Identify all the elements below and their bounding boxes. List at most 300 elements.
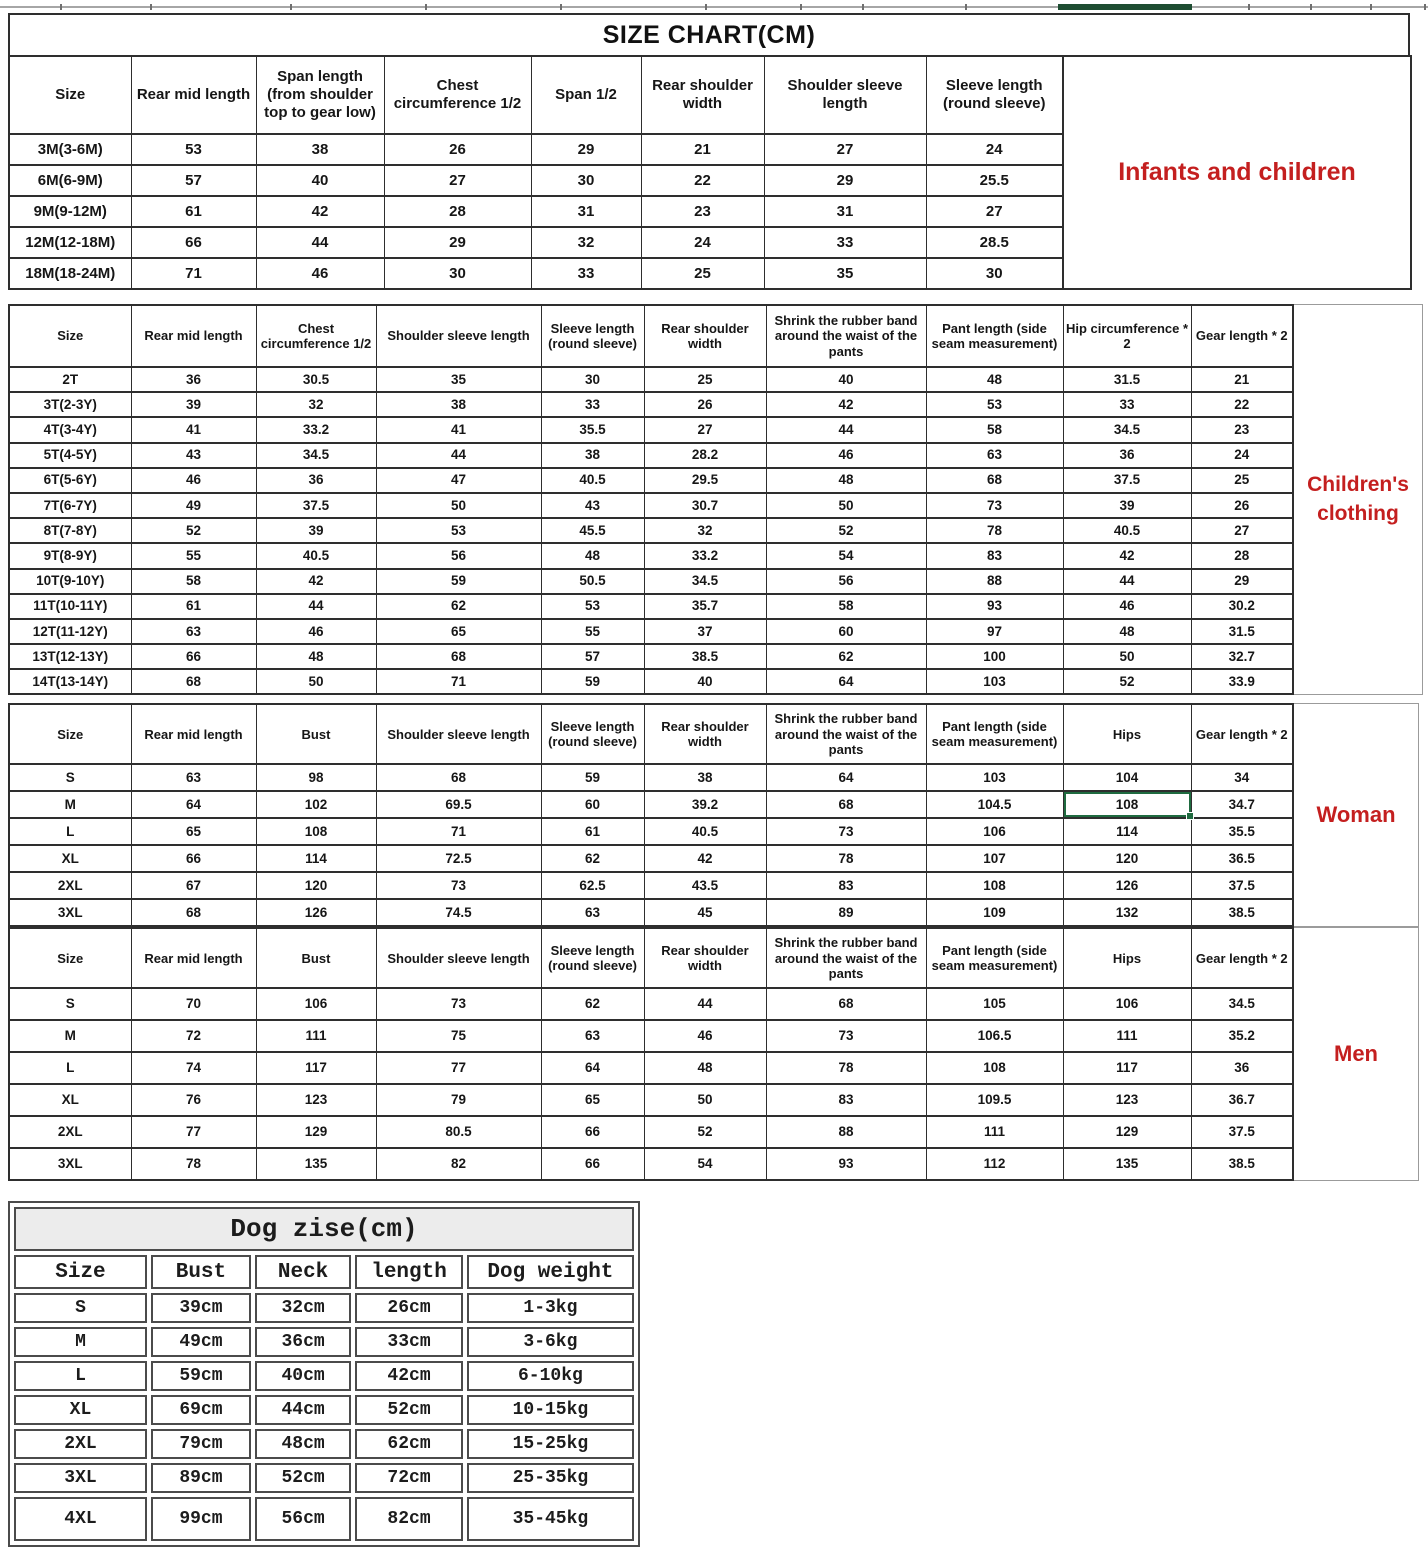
table-cell: S [9,764,131,791]
header-cell: Bust [256,704,376,764]
infants-label: Infants and children [1064,55,1412,290]
table-row [9,1052,1293,1084]
table-cell: 63 [541,899,644,926]
table-cell: 7T(6-7Y) [9,493,131,518]
table-cell: 42cm [355,1361,463,1391]
column-tick [705,4,707,10]
table-cell: 32 [644,518,766,543]
table-cell: 49 [131,493,256,518]
table-cell: 62 [541,988,644,1020]
table-cell: 82 [376,1148,541,1180]
table-cell: 106 [926,818,1063,845]
table-cell: 2XL [9,872,131,899]
table-row [9,134,1063,165]
table-cell: 52 [644,1116,766,1148]
table-cell: 18M(18-24M) [9,258,131,289]
table-cell: 29 [531,134,641,165]
table-cell: 35 [764,258,926,289]
table-cell: 76 [131,1084,256,1116]
table-cell: 6-10kg [467,1361,634,1391]
table-cell: 64 [131,791,256,818]
table-cell: 60 [766,619,926,644]
table-cell: 13T(12-13Y) [9,644,131,669]
table-cell: 48cm [255,1429,351,1459]
table-cell: 24 [641,227,764,258]
header-cell: Dog weight [467,1255,634,1289]
dog-table-title: Dog zise(cm) [14,1207,634,1251]
table-cell: 83 [926,543,1063,568]
table-row [9,165,1063,196]
table-cell: 62.5 [541,872,644,899]
table-cell: 46 [1063,594,1191,619]
table-cell: 65 [541,1084,644,1116]
table-row [14,1327,634,1357]
table-cell: 48 [541,543,644,568]
table-cell: 38 [541,443,644,468]
table-cell: 38.5 [644,644,766,669]
table-row [9,669,1293,694]
table-cell: 68 [926,468,1063,493]
table-cell: 40 [644,669,766,694]
table-cell: 65 [376,619,541,644]
table-cell: 108 [256,818,376,845]
table-cell: 44 [1063,569,1191,594]
column-tick [965,4,967,10]
table-cell: 40cm [255,1361,351,1391]
table-cell: 129 [256,1116,376,1148]
table-cell: 44 [376,443,541,468]
table-cell: 106 [1063,988,1191,1020]
table-cell: 62 [376,594,541,619]
table-cell: 56 [766,569,926,594]
table-cell: 126 [1063,872,1191,899]
table-cell: 79cm [151,1429,251,1459]
table-cell: 73 [926,493,1063,518]
column-tick [1370,4,1372,10]
table-row [9,791,1293,818]
table-row [9,493,1293,518]
table-cell: 62cm [355,1429,463,1459]
table-row [9,1148,1293,1180]
table-cell: 66 [541,1116,644,1148]
table-cell: 48 [926,367,1063,392]
table-cell: 88 [926,569,1063,594]
table-cell: 42 [644,845,766,872]
header-cell: Size [14,1255,147,1289]
table-cell: 24 [926,134,1063,165]
table-cell: 44 [644,988,766,1020]
table-cell: 68 [376,644,541,669]
table-cell: 58 [131,569,256,594]
table-cell: 32 [531,227,641,258]
header-cell: Rear shoulder width [644,928,766,988]
table-cell: 30 [541,367,644,392]
table-cell: 36 [1063,443,1191,468]
table-cell: 32cm [255,1293,351,1323]
header-cell: Rear shoulder width [641,56,764,134]
table-cell: 50 [766,493,926,518]
table-row [14,1293,634,1323]
table-cell: 40.5 [541,468,644,493]
header-cell: Rear shoulder width [644,704,766,764]
table-cell: 37.5 [256,493,376,518]
header-cell: Size [9,56,131,134]
table-cell: 27 [926,196,1063,227]
table-cell: 48 [766,468,926,493]
table-cell: 52cm [255,1463,351,1493]
table-cell: 55 [541,619,644,644]
table-cell: 42 [256,569,376,594]
table-cell: XL [9,1084,131,1116]
page-title: SIZE CHART(CM) [8,13,1410,55]
table-cell: 42 [1063,543,1191,568]
table-cell: 50.5 [541,569,644,594]
table-cell: 40 [256,165,384,196]
table-cell: 12M(12-18M) [9,227,131,258]
table-cell: 42 [256,196,384,227]
table-cell: 33.9 [1191,669,1293,694]
header-cell: Rear mid length [131,305,256,367]
table-cell: 48 [256,644,376,669]
table-row [9,1020,1293,1052]
table-cell: 93 [766,1148,926,1180]
table-cell: 53 [541,594,644,619]
table-cell: 66 [541,1148,644,1180]
table-cell: 33cm [355,1327,463,1357]
header-row [9,928,1293,988]
table-cell: 37.5 [1063,468,1191,493]
table-cell: 3T(2-3Y) [9,392,131,417]
table-cell: 59 [541,764,644,791]
table-cell: 78 [131,1148,256,1180]
table-cell: 15-25kg [467,1429,634,1459]
table-cell: 27 [1191,518,1293,543]
table-cell: 38 [256,134,384,165]
table-cell: 62 [766,644,926,669]
table-cell: 112 [926,1148,1063,1180]
table-cell: 77 [376,1052,541,1084]
table-cell: 107 [926,845,1063,872]
table-cell: 22 [641,165,764,196]
table-cell: 68 [766,988,926,1020]
table-cell: 30.5 [256,367,376,392]
table-cell: 36.7 [1191,1084,1293,1116]
header-cell: Shoulder sleeve length [376,928,541,988]
table-cell: 30.7 [644,493,766,518]
infants-table [8,55,1064,290]
header-cell: Pant length (side seam measurement) [926,704,1063,764]
header-cell: Shrink the rubber band around the waist of the pants [766,704,926,764]
header-cell: Pant length (side seam measurement) [926,305,1063,367]
column-tick [800,4,802,10]
table-cell: 63 [131,764,256,791]
table-cell: 72.5 [376,845,541,872]
header-cell: Bust [151,1255,251,1289]
table-title-row [14,1207,634,1251]
column-tick [150,4,152,10]
column-tick [425,4,427,10]
table-cell: 64 [766,764,926,791]
table-cell: 35.5 [541,417,644,442]
table-cell: 44 [256,594,376,619]
table-row [9,644,1293,669]
table-cell: 103 [926,764,1063,791]
table-cell: 43.5 [644,872,766,899]
table-cell: 33 [1063,392,1191,417]
men-section [8,927,1423,1181]
column-tick [560,4,562,10]
table-row [14,1463,634,1493]
table-cell: 106 [256,988,376,1020]
header-row [9,704,1293,764]
table-cell: 54 [644,1148,766,1180]
table-row [9,468,1293,493]
table-cell: 33 [764,227,926,258]
children-section [8,304,1423,695]
table-cell: 63 [131,619,256,644]
header-cell: Shoulder sleeve length [376,305,541,367]
table-cell: 83 [766,872,926,899]
header-cell: Rear mid length [131,704,256,764]
table-cell: 105 [926,988,1063,1020]
table-cell: 46 [256,258,384,289]
table-cell: 48 [644,1052,766,1084]
table-cell: 50 [376,493,541,518]
table-cell: 72cm [355,1463,463,1493]
table-cell: 38 [376,392,541,417]
table-cell: 49cm [151,1327,251,1357]
table-cell: 10-15kg [467,1395,634,1425]
table-cell: 100 [926,644,1063,669]
table-cell: 26 [1191,493,1293,518]
table-cell: 104 [1063,764,1191,791]
header-row [9,56,1063,134]
table-cell: 31.5 [1191,619,1293,644]
selected-cell: 108 [1063,791,1191,818]
table-cell: 61 [541,818,644,845]
table-cell: 34.5 [256,443,376,468]
table-cell: 12T(11-12Y) [9,619,131,644]
table-cell: 83 [766,1084,926,1116]
header-cell: Rear mid length [131,928,256,988]
sheet-top-edge [0,0,1428,10]
infants-section [8,55,1423,290]
dog-section [8,1201,640,1547]
table-cell: 123 [1063,1084,1191,1116]
table-cell: 114 [256,845,376,872]
table-row [9,899,1293,926]
header-cell: Shoulder sleeve length [764,56,926,134]
table-cell: 9M(9-12M) [9,196,131,227]
table-cell: 71 [376,818,541,845]
table-cell: 66 [131,845,256,872]
header-cell: Size [9,928,131,988]
header-cell: Span 1/2 [531,56,641,134]
table-cell: 6T(5-6Y) [9,468,131,493]
table-cell: 29 [384,227,531,258]
table-cell: 25.5 [926,165,1063,196]
table-cell: 14T(13-14Y) [9,669,131,694]
table-cell: 34.5 [1063,417,1191,442]
table-cell: 50 [644,1084,766,1116]
table-cell: 108 [926,1052,1063,1084]
table-cell: 31 [531,196,641,227]
table-row [9,845,1293,872]
table-cell: 41 [376,417,541,442]
table-row [9,227,1063,258]
table-cell: 25 [644,367,766,392]
header-cell: Sleeve length (round sleeve) [541,704,644,764]
table-cell: 106.5 [926,1020,1063,1052]
table-cell: 98 [256,764,376,791]
table-row [9,872,1293,899]
table-cell: 55 [131,543,256,568]
woman-section [8,703,1423,927]
table-cell: 5T(4-5Y) [9,443,131,468]
table-cell: 52 [766,518,926,543]
table-cell: 53 [926,392,1063,417]
table-cell: 33.2 [644,543,766,568]
sheet-edge-line [0,6,1428,8]
table-cell: 123 [256,1084,376,1116]
table-cell: 44cm [255,1395,351,1425]
table-cell: 41 [131,417,256,442]
children-label: Children's clothing [1294,304,1423,695]
woman-table [8,703,1294,927]
column-tick [290,4,292,10]
table-cell: 40.5 [256,543,376,568]
table-cell: 34 [1191,764,1293,791]
table-cell: 43 [541,493,644,518]
table-cell: 67 [131,872,256,899]
table-cell: 36 [131,367,256,392]
table-cell: 35 [376,367,541,392]
column-tick [1310,4,1312,10]
table-cell: 35.2 [1191,1020,1293,1052]
table-row [14,1497,634,1541]
table-cell: 33 [531,258,641,289]
table-cell: 57 [541,644,644,669]
table-row [9,1084,1293,1116]
table-cell: 52 [131,518,256,543]
table-cell: 28 [1191,543,1293,568]
table-cell: 4T(3-4Y) [9,417,131,442]
header-cell: Chest circumference 1/2 [256,305,376,367]
table-cell: 43 [131,443,256,468]
table-row [9,367,1293,392]
table-cell: 50 [256,669,376,694]
header-cell: Sleeve length (round sleeve) [541,928,644,988]
table-cell: 68 [131,899,256,926]
table-row [9,619,1293,644]
table-cell: 52 [1063,669,1191,694]
table-cell: 108 [926,872,1063,899]
table-row [9,417,1293,442]
table-cell: 39 [256,518,376,543]
table-cell: 2T [9,367,131,392]
table-cell: 24 [1191,443,1293,468]
table-cell: 39cm [151,1293,251,1323]
table-cell: 129 [1063,1116,1191,1148]
table-row [9,818,1293,845]
table-cell: 93 [926,594,1063,619]
table-cell: 68 [766,791,926,818]
header-row [14,1255,634,1289]
table-cell: 62 [541,845,644,872]
column-tick [1248,4,1250,10]
table-cell: 120 [1063,845,1191,872]
table-cell: 21 [641,134,764,165]
table-row [9,594,1293,619]
table-cell: 44 [766,417,926,442]
table-cell: 102 [256,791,376,818]
table-cell: 71 [376,669,541,694]
table-cell: 40.5 [644,818,766,845]
table-cell: 78 [926,518,1063,543]
table-cell: 46 [644,1020,766,1052]
table-cell: 58 [766,594,926,619]
table-cell: 56cm [255,1497,351,1541]
table-cell: 37.5 [1191,1116,1293,1148]
table-cell: 37 [644,619,766,644]
table-cell: 3-6kg [467,1327,634,1357]
header-cell: Gear length * 2 [1191,305,1293,367]
table-cell: 39.2 [644,791,766,818]
table-cell: XL [14,1395,147,1425]
table-cell: 68 [376,764,541,791]
table-cell: 61 [131,594,256,619]
table-cell: L [9,818,131,845]
table-cell: 31 [764,196,926,227]
table-row [14,1361,634,1391]
column-tick [1424,4,1426,10]
table-cell: 36 [1191,1052,1293,1084]
header-cell: Span length (from shoulder top to gear low) [256,56,384,134]
table-cell: 53 [131,134,256,165]
table-row [9,518,1293,543]
header-cell: Size [9,305,131,367]
table-cell: 48 [1063,619,1191,644]
table-cell: 58 [926,417,1063,442]
table-cell: 2XL [9,1116,131,1148]
table-cell: 54 [766,543,926,568]
header-cell: Shrink the rubber band around the waist of the pants [766,305,926,367]
table-cell: 73 [376,988,541,1020]
table-cell: 64 [766,669,926,694]
table-cell: 69.5 [376,791,541,818]
table-cell: S [9,988,131,1020]
table-cell: 78 [766,1052,926,1084]
table-cell: 3M(3-6M) [9,134,131,165]
men-label: Men [1294,927,1419,1181]
header-cell: Sleeve length (round sleeve) [926,56,1063,134]
table-cell: 77 [131,1116,256,1148]
column-tick [60,4,62,10]
table-cell: 27 [384,165,531,196]
table-cell: 59 [541,669,644,694]
table-cell: 73 [766,818,926,845]
table-cell: 29 [1191,569,1293,594]
header-cell: length [355,1255,463,1289]
table-cell: 66 [131,227,256,258]
table-cell: 117 [256,1052,376,1084]
table-cell: 23 [1191,417,1293,442]
table-cell: 39 [131,392,256,417]
table-cell: 27 [764,134,926,165]
table-cell: 103 [926,669,1063,694]
table-cell: 36.5 [1191,845,1293,872]
table-cell: 37.5 [1191,872,1293,899]
